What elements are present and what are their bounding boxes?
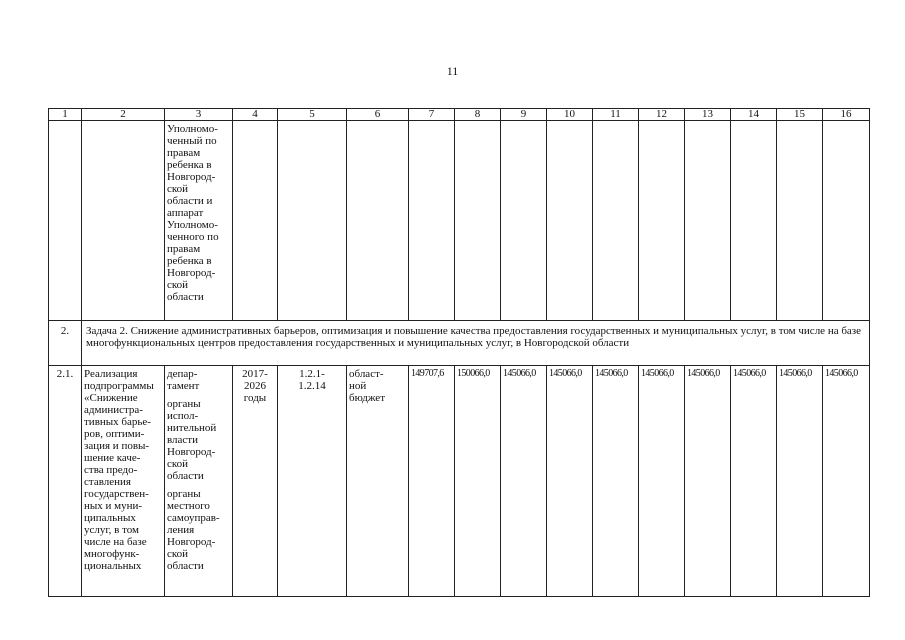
amount-cell: 149707,6 — [409, 366, 455, 597]
column-header: 6 — [347, 109, 409, 121]
column-header: 12 — [639, 109, 685, 121]
table-row — [49, 366, 870, 597]
column-header: 15 — [777, 109, 823, 121]
column-header: 8 — [455, 109, 501, 121]
empty-cell — [409, 121, 455, 321]
column-header: 13 — [685, 109, 731, 121]
amount-cell: 145066,0 — [777, 366, 823, 597]
activity-name: Реализация подпрограммы «Снижение администра- тивных барье- ров, оптими- зация и повы- шение каче- ства предо- ставления государствен- ных и муни- ципальных услуг, в том числе на базе многофунк- циональных — [82, 366, 165, 597]
column-header: 5 — [278, 109, 347, 121]
amount-cell: 145066,0 — [547, 366, 593, 597]
amount-cell: 145066,0 — [593, 366, 639, 597]
amount-cell: 145066,0 — [501, 366, 547, 597]
amount-cell: 145066,0 — [731, 366, 777, 597]
page-number: 11 — [446, 64, 459, 78]
task-title: Задача 2. Снижение административных барьеров, оптимизация и повышение качества предоставления государственных и муниципальных услуг, в том числе на базе многофункциональных центров предоставления государственных и муниципальных услуг, в Новгородской области — [82, 321, 870, 366]
column-header: 7 — [409, 109, 455, 121]
period-cell: 2017- 2026 годы — [233, 366, 278, 597]
empty-cell — [731, 121, 777, 321]
activity-number: 2.1. — [49, 366, 82, 597]
empty-cell — [593, 121, 639, 321]
column-header: 1 — [49, 109, 82, 121]
empty-cell — [501, 121, 547, 321]
table-row — [49, 121, 870, 321]
column-header: 3 — [165, 109, 233, 121]
empty-cell — [639, 121, 685, 321]
column-header: 14 — [731, 109, 777, 121]
program-table — [48, 108, 870, 597]
column-header: 4 — [233, 109, 278, 121]
table-row — [49, 321, 870, 366]
task-number: 2. — [49, 321, 82, 366]
empty-cell — [823, 121, 870, 321]
empty-cell — [347, 121, 409, 321]
empty-cell — [233, 121, 278, 321]
funding-source-cell: област- ной бюджет — [347, 366, 409, 597]
column-number-row — [49, 109, 870, 121]
empty-cell — [455, 121, 501, 321]
empty-cell — [777, 121, 823, 321]
executor-entry: органы местного самоуправ- ления Новгород- ской области — [167, 488, 220, 572]
empty-cell — [82, 121, 165, 321]
empty-cell — [49, 121, 82, 321]
target-indicators-cell: 1.2.1- 1.2.14 — [278, 366, 347, 597]
executor-entry: органы испол- нительной власти Новгород- ской области — [167, 398, 217, 482]
column-header: 2 — [82, 109, 165, 121]
empty-cell — [685, 121, 731, 321]
executor-entry: депар- тамент — [167, 368, 200, 392]
column-header: 9 — [501, 109, 547, 121]
executor-cell: Уполномо- ченный по правам ребенка в Новгород- ской области и аппарат Уполномо- ченного по правам ребенка в Новгород- ской области — [165, 121, 233, 321]
empty-cell — [547, 121, 593, 321]
amount-cell: 145066,0 — [639, 366, 685, 597]
column-header: 16 — [823, 109, 870, 121]
empty-cell — [278, 121, 347, 321]
column-header: 10 — [547, 109, 593, 121]
executor-cell — [165, 366, 233, 597]
amount-cell: 145066,0 — [823, 366, 870, 597]
amount-cell: 145066,0 — [685, 366, 731, 597]
column-header: 11 — [593, 109, 639, 121]
amount-cell: 150066,0 — [455, 366, 501, 597]
